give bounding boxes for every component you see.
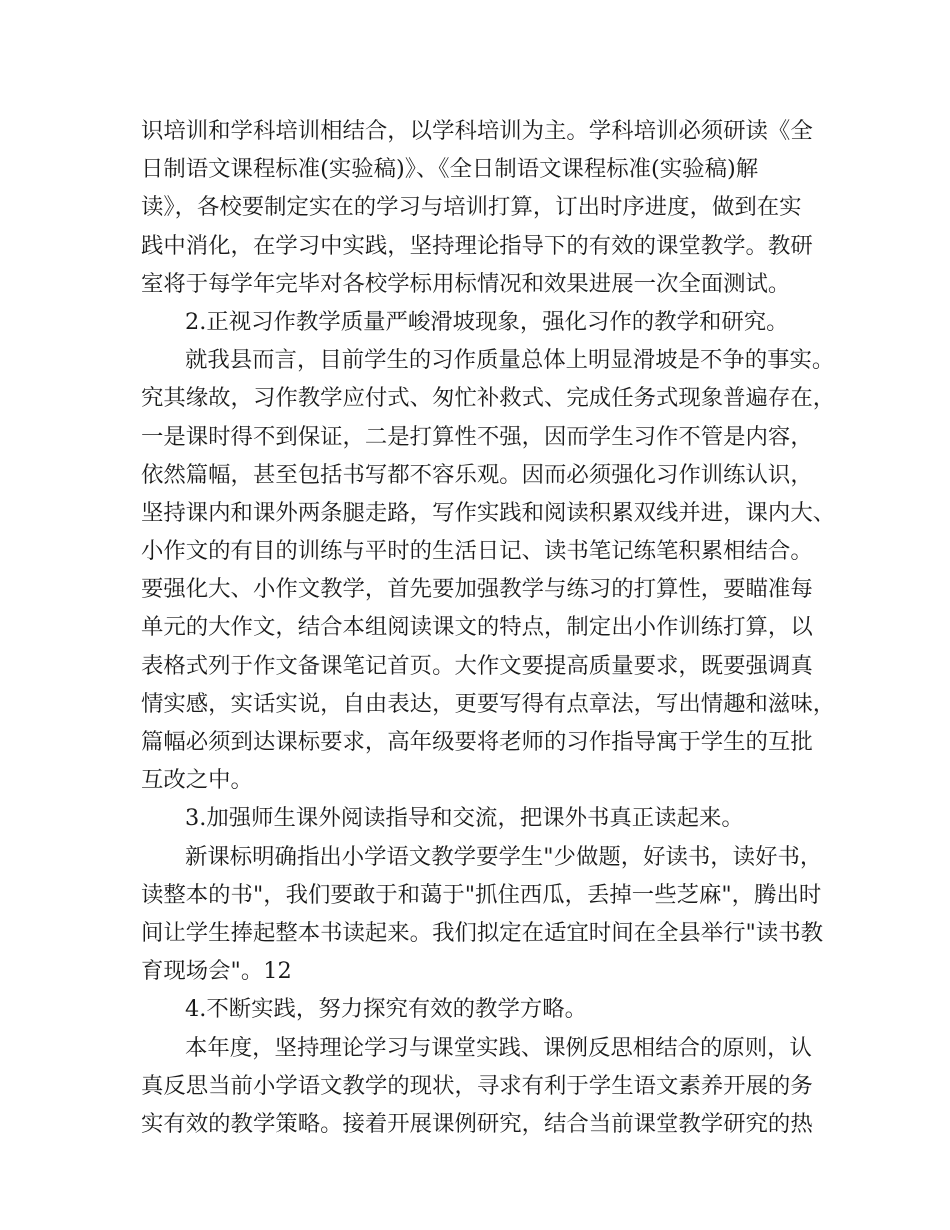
text-line: 日制语文课程标准(实验稿)》、《全日制语文课程标准(实验稿)解 bbox=[141, 156, 759, 183]
text-line: 间让学生捧起整本书读起来。我们拟定在适宜时间在全县举行"读书教 bbox=[141, 919, 824, 946]
text-line: 坚持课内和课外两条腿走路，写作实践和阅读积累双线并进，课内大、 bbox=[141, 499, 836, 526]
text-line: 单元的大作文，结合本组阅读课文的特点，制定出小作训练打算，以 bbox=[141, 614, 813, 641]
text-line: 实有效的教学策略。接着开展课例研究，结合当前课堂教学研究的热 bbox=[141, 1110, 813, 1137]
text-line: 读整本的书"，我们要敢于和蔼于"抓住西瓜，丢掉一些芝麻"，腾出时 bbox=[141, 881, 822, 908]
text-line: 读》，各校要制定实在的学习与培训打算，订出时序进度，做到在实 bbox=[141, 194, 802, 221]
text-line: 依然篇幅，甚至包括书写都不容乐观。因而必须强化习作训练认识， bbox=[141, 461, 813, 488]
text-line: 室将于每学年完毕对各校学标用标情况和效果进展一次全面测试。 bbox=[141, 270, 791, 297]
text-line: 一是课时得不到保证，二是打算性不强，因而学生习作不管是内容， bbox=[141, 423, 813, 450]
text-line: 育现场会"。12 bbox=[141, 958, 292, 985]
text-line: 情实感，实话实说，自由表达，更要写得有点章法，写出情趣和滋味， bbox=[141, 690, 836, 717]
text-line: 篇幅必须到达课标要求，高年级要将老师的习作指导寓于学生的互批 bbox=[141, 729, 813, 755]
text-line: 要强化大、小作文教学，首先要加强教学与练习的打算性，要瞄准每 bbox=[141, 576, 813, 603]
text-line: 新课标明确指出小学语文教学要学生"少做题，好读书，读好书， bbox=[185, 843, 823, 870]
text-line: 小作文的有目的训练与平时的生活日记、读书笔记练笔积累相结合。 bbox=[141, 538, 813, 565]
text-line: 就我县而言，目前学生的习作质量总体上明显滑坡是不争的事实。 bbox=[185, 347, 835, 374]
document-body bbox=[141, 112, 836, 1143]
text-line: 真反思当前小学语文教学的现状，寻求有利于学生语文素养开展的务 bbox=[141, 1072, 813, 1099]
text-line: 识培训和学科培训相结合，以学科培训为主。学科培训必须研读《全 bbox=[141, 118, 813, 144]
text-line: 互改之中。 bbox=[141, 767, 253, 794]
text-line: 2.正视习作教学质量严峻滑坡现象，强化习作的教学和研究。 bbox=[185, 308, 789, 335]
text-line: 3.加强师生课外阅读指导和交流，把课外书真正读起来。 bbox=[185, 805, 744, 832]
text-line: 4.不断实践，努力探究有效的教学方略。 bbox=[185, 996, 588, 1023]
text-line: 究其缘故，习作教学应付式、匆忙补救式、完成任务式现象普遍存在， bbox=[141, 385, 836, 412]
text-line: 本年度，坚持理论学习与课堂实践、课例反思相结合的原则，认 bbox=[185, 1034, 812, 1061]
text-line: 践中消化，在学习中实践，坚持理论指导下的有效的课堂教学。教研 bbox=[141, 232, 813, 259]
text-line: 表格式列于作文备课笔记首页。大作文要提高质量要求，既要强调真 bbox=[141, 652, 813, 679]
